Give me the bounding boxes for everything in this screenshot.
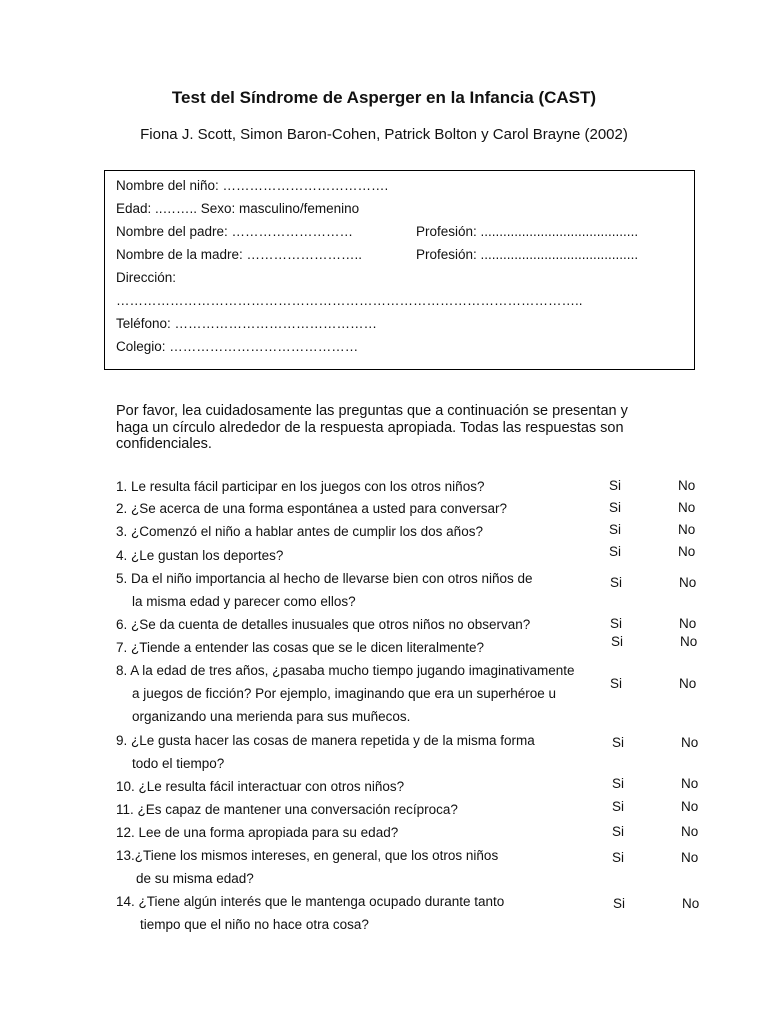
question-4: 4. ¿Le gustan los deportes? — [116, 548, 284, 563]
father-profession-field[interactable]: Profesión: .......................................... — [416, 224, 639, 239]
answer-yes-8[interactable]: Si — [610, 676, 623, 691]
answer-no-14[interactable]: No — [682, 896, 700, 911]
question-10: 10. ¿Le resulta fácil interactuar con otros niños? — [116, 779, 405, 794]
address-field[interactable]: ………………………………………………………………………………………….. — [116, 293, 583, 308]
question-9: 9. ¿Le gusta hacer las cosas de manera repetida y de la misma forma todo el tiempo? — [116, 733, 535, 771]
answer-yes-13[interactable]: Si — [612, 850, 625, 865]
answer-no-7[interactable]: No — [680, 634, 698, 649]
answer-yes-14[interactable]: Si — [613, 896, 626, 911]
answer-no-1[interactable]: No — [678, 478, 696, 493]
mother-profession-field[interactable]: Profesión: .......................................... — [416, 247, 639, 262]
answer-yes-2[interactable]: Si — [609, 500, 622, 515]
question-2: 2. ¿Se acerca de una forma espontánea a usted para conversar? — [116, 501, 507, 516]
answer-yes-3[interactable]: Si — [609, 522, 622, 537]
answer-no-12[interactable]: No — [681, 824, 699, 839]
question-3: 3. ¿Comenzó el niño a hablar antes de cumplir los dos años? — [116, 524, 483, 539]
answer-no-4[interactable]: No — [678, 544, 696, 559]
mother-name-field[interactable]: Nombre de la madre: …………………….. — [116, 247, 363, 262]
question-6: 6. ¿Se da cuenta de detalles inusuales que otros niños no observan? — [116, 617, 531, 632]
child-info-box — [104, 170, 695, 370]
instructions-paragraph: Por favor, lea cuidadosamente las preguntas que a continuación se presentan y haga un círculo alrededor de la respuesta apropiada. Todas las respuestas son confidenciales. — [116, 403, 628, 452]
authors-line: Fiona J. Scott, Simon Baron-Cohen, Patrick Bolton y Carol Brayne (2002) — [140, 126, 628, 143]
answer-no-5[interactable]: No — [679, 575, 697, 590]
age-sex-field[interactable]: Edad: ..…….. Sexo: masculino/femenino — [116, 201, 360, 216]
father-name-field[interactable]: Nombre del padre: ……………………… — [116, 224, 354, 239]
answer-no-2[interactable]: No — [678, 500, 696, 515]
school-field[interactable]: Colegio: …………………………………… — [116, 339, 359, 354]
question-7: 7. ¿Tiende a entender las cosas que se le dicen literalmente? — [116, 640, 484, 655]
answer-yes-5[interactable]: Si — [610, 575, 623, 590]
question-11: 11. ¿Es capaz de mantener una conversación recíproca? — [116, 802, 458, 817]
answer-yes-4[interactable]: Si — [609, 544, 622, 559]
answer-yes-10[interactable]: Si — [612, 776, 625, 791]
answer-no-8[interactable]: No — [679, 676, 697, 691]
answer-no-10[interactable]: No — [681, 776, 699, 791]
child-name-field[interactable]: Nombre del niño: ………………………………. — [116, 178, 389, 193]
answer-no-11[interactable]: No — [681, 799, 699, 814]
question-13: 13.¿Tiene los mismos intereses, en general, que los otros niños de su misma edad? — [116, 848, 499, 886]
answer-yes-11[interactable]: Si — [612, 799, 625, 814]
question-1: 1. Le resulta fácil participar en los juegos con los otros niños? — [116, 479, 485, 494]
address-label: Dirección: — [116, 270, 177, 285]
mother-row — [116, 247, 639, 262]
answer-yes-9[interactable]: Si — [612, 735, 625, 750]
answer-yes-7[interactable]: Si — [611, 634, 624, 649]
answer-no-9[interactable]: No — [681, 735, 699, 750]
document-title: Test del Síndrome de Asperger en la Infancia (CAST) — [171, 88, 597, 107]
answer-yes-6[interactable]: Si — [610, 616, 623, 631]
answer-no-3[interactable]: No — [678, 522, 696, 537]
father-row — [116, 224, 639, 239]
answer-yes-12[interactable]: Si — [612, 824, 625, 839]
question-8: 8. A la edad de tres años, ¿pasaba mucho tiempo jugando imaginativamente a juegos de ficción? Por ejemplo, imaginando que era un superhéroe u organizando una merienda para sus muñecos. — [116, 663, 575, 724]
question-14: 14. ¿Tiene algún interés que le mantenga ocupado durante tanto tiempo que el niño no hace otra cosa? — [116, 894, 505, 932]
question-5: 5. Da el niño importancia al hecho de llevarse bien con otros niños de la misma edad y parecer como ellos? — [116, 571, 533, 609]
answer-no-13[interactable]: No — [681, 850, 699, 865]
phone-field[interactable]: Teléfono: ……………………………………… — [116, 316, 378, 331]
question-12: 12. Lee de una forma apropiada para su edad? — [116, 825, 399, 840]
answer-no-6[interactable]: No — [679, 616, 697, 631]
answer-yes-1[interactable]: Si — [609, 478, 622, 493]
